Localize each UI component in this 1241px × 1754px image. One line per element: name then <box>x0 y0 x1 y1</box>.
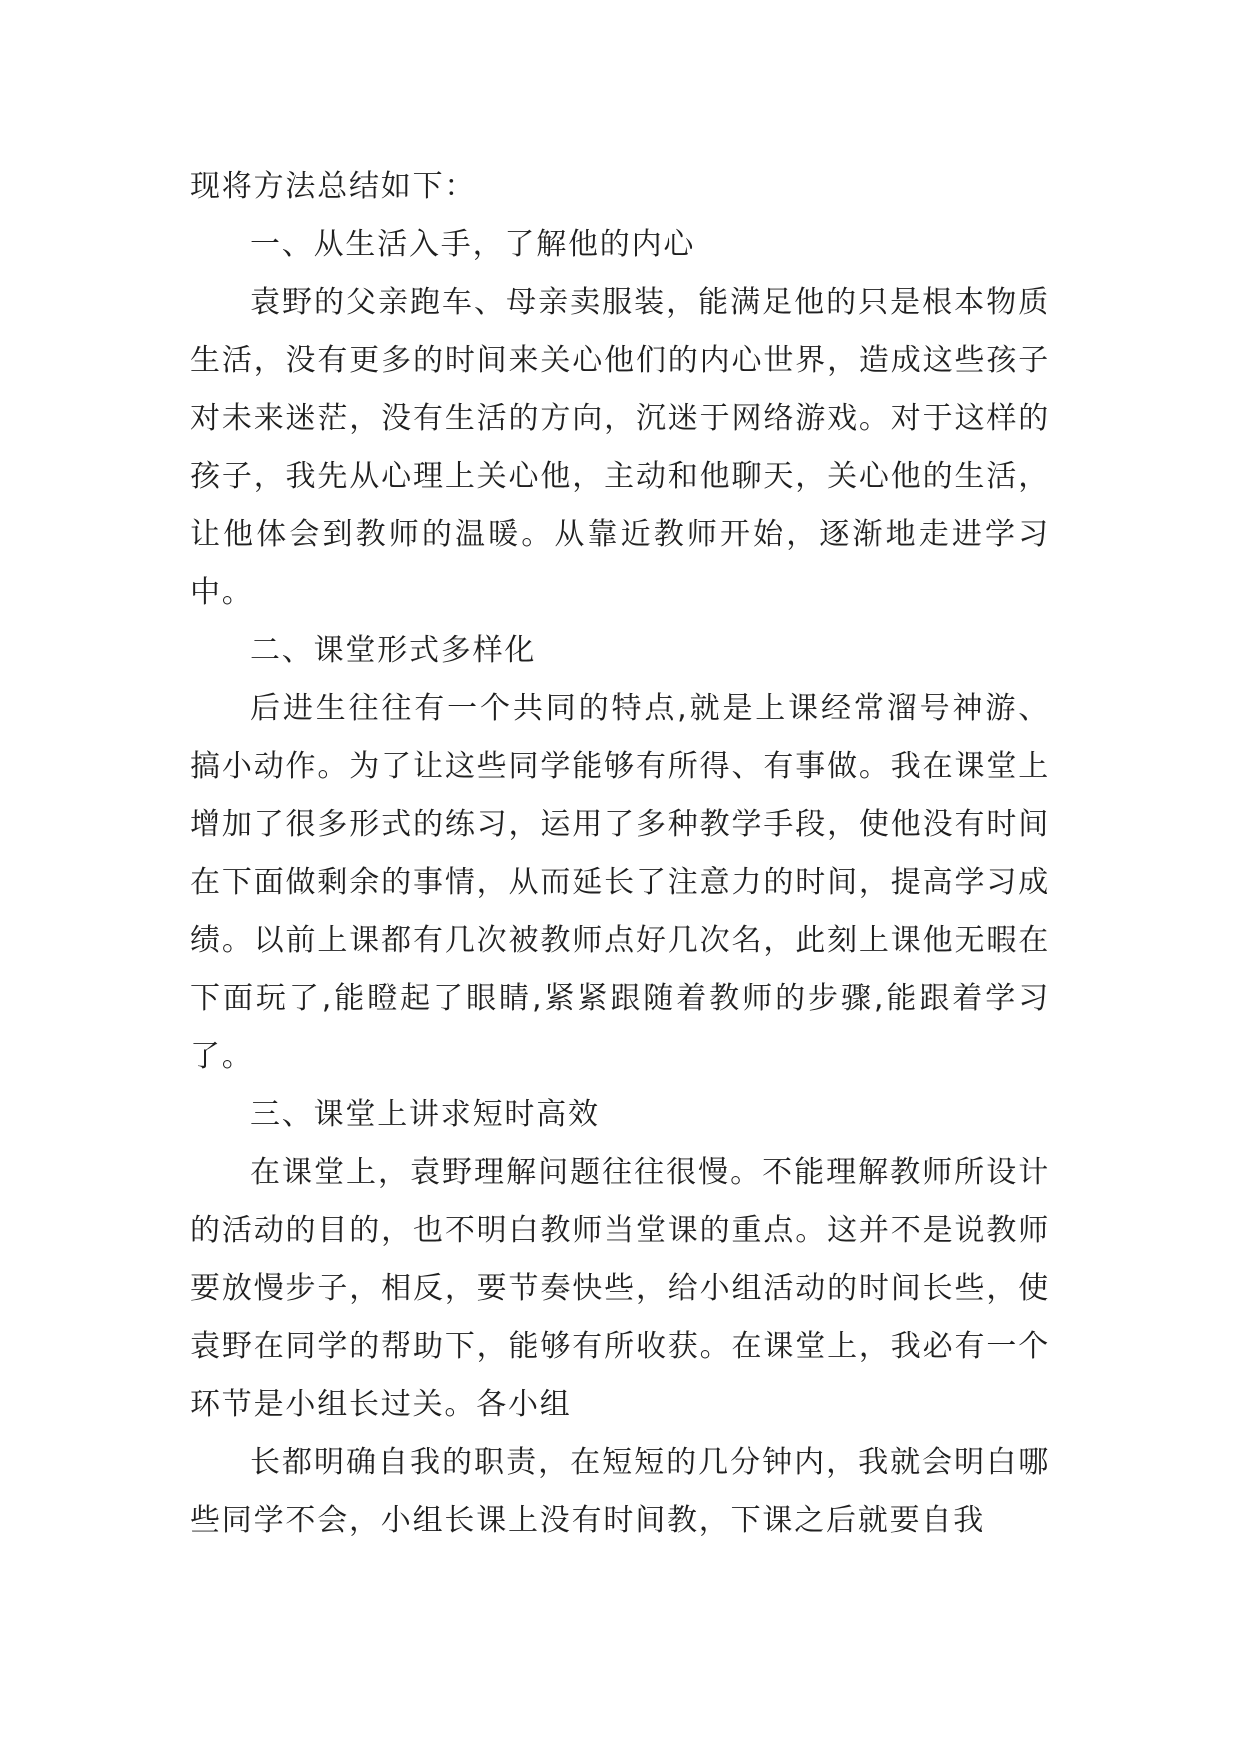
paragraph-section-1: 袁野的父亲跑车、母亲卖服装，能满足他的只是根本物质生活，没有更多的时间来关心他们的内心世界，造成这些孩子对未来迷茫，没有生活的方向，沉迷于网络游戏。对于这样的孩子，我先从心理上关心他，主动和他聊天，关心他的生活，让他体会到教师的温暖。从靠近教师开始，逐渐地走进学习中。 <box>190 285 1050 610</box>
paragraph-section-3: 在课堂上，袁野理解问题往往很慢。不能理解教师所设计的活动的目的，也不明白教师当堂课的重点。这并不是说教师要放慢步子，相反，要节奏快些，给小组活动的时间长些，使袁野在同学的帮助下，能够有所收获。在课堂上，我必有一个环节是小组长过关。各小组 <box>190 1155 1050 1422</box>
paragraph-section-3-continued: 长都明确自我的职责，在短短的几分钟内，我就会明白哪些同学不会，小组长课上没有时间教，下课之后就要自我 <box>190 1445 1050 1538</box>
heading-section-2: 二、课堂形式多样化 <box>250 633 537 668</box>
heading-section-1: 一、从生活入手，了解他的内心 <box>250 227 696 262</box>
heading-section-3: 三、课堂上讲求短时高效 <box>250 1097 600 1132</box>
paragraph-intro: 现将方法总结如下： <box>190 169 477 204</box>
paragraph-section-2: 后进生往往有一个共同的特点,就是上课经常溜号神游、搞小动作。为了让这些同学能够有所得、有事做。我在课堂上增加了很多形式的练习，运用了多种教学手段，使他没有时间在下面做剩余的事情，从而延长了注意力的时间，提高学习成绩。以前上课都有几次被教师点好几次名，此刻上课他无暇在下面玩了,能瞪起了眼睛,紧紧跟随着教师的步骤,能跟着学习了。 <box>190 691 1050 1074</box>
document-body <box>190 158 1050 1550</box>
